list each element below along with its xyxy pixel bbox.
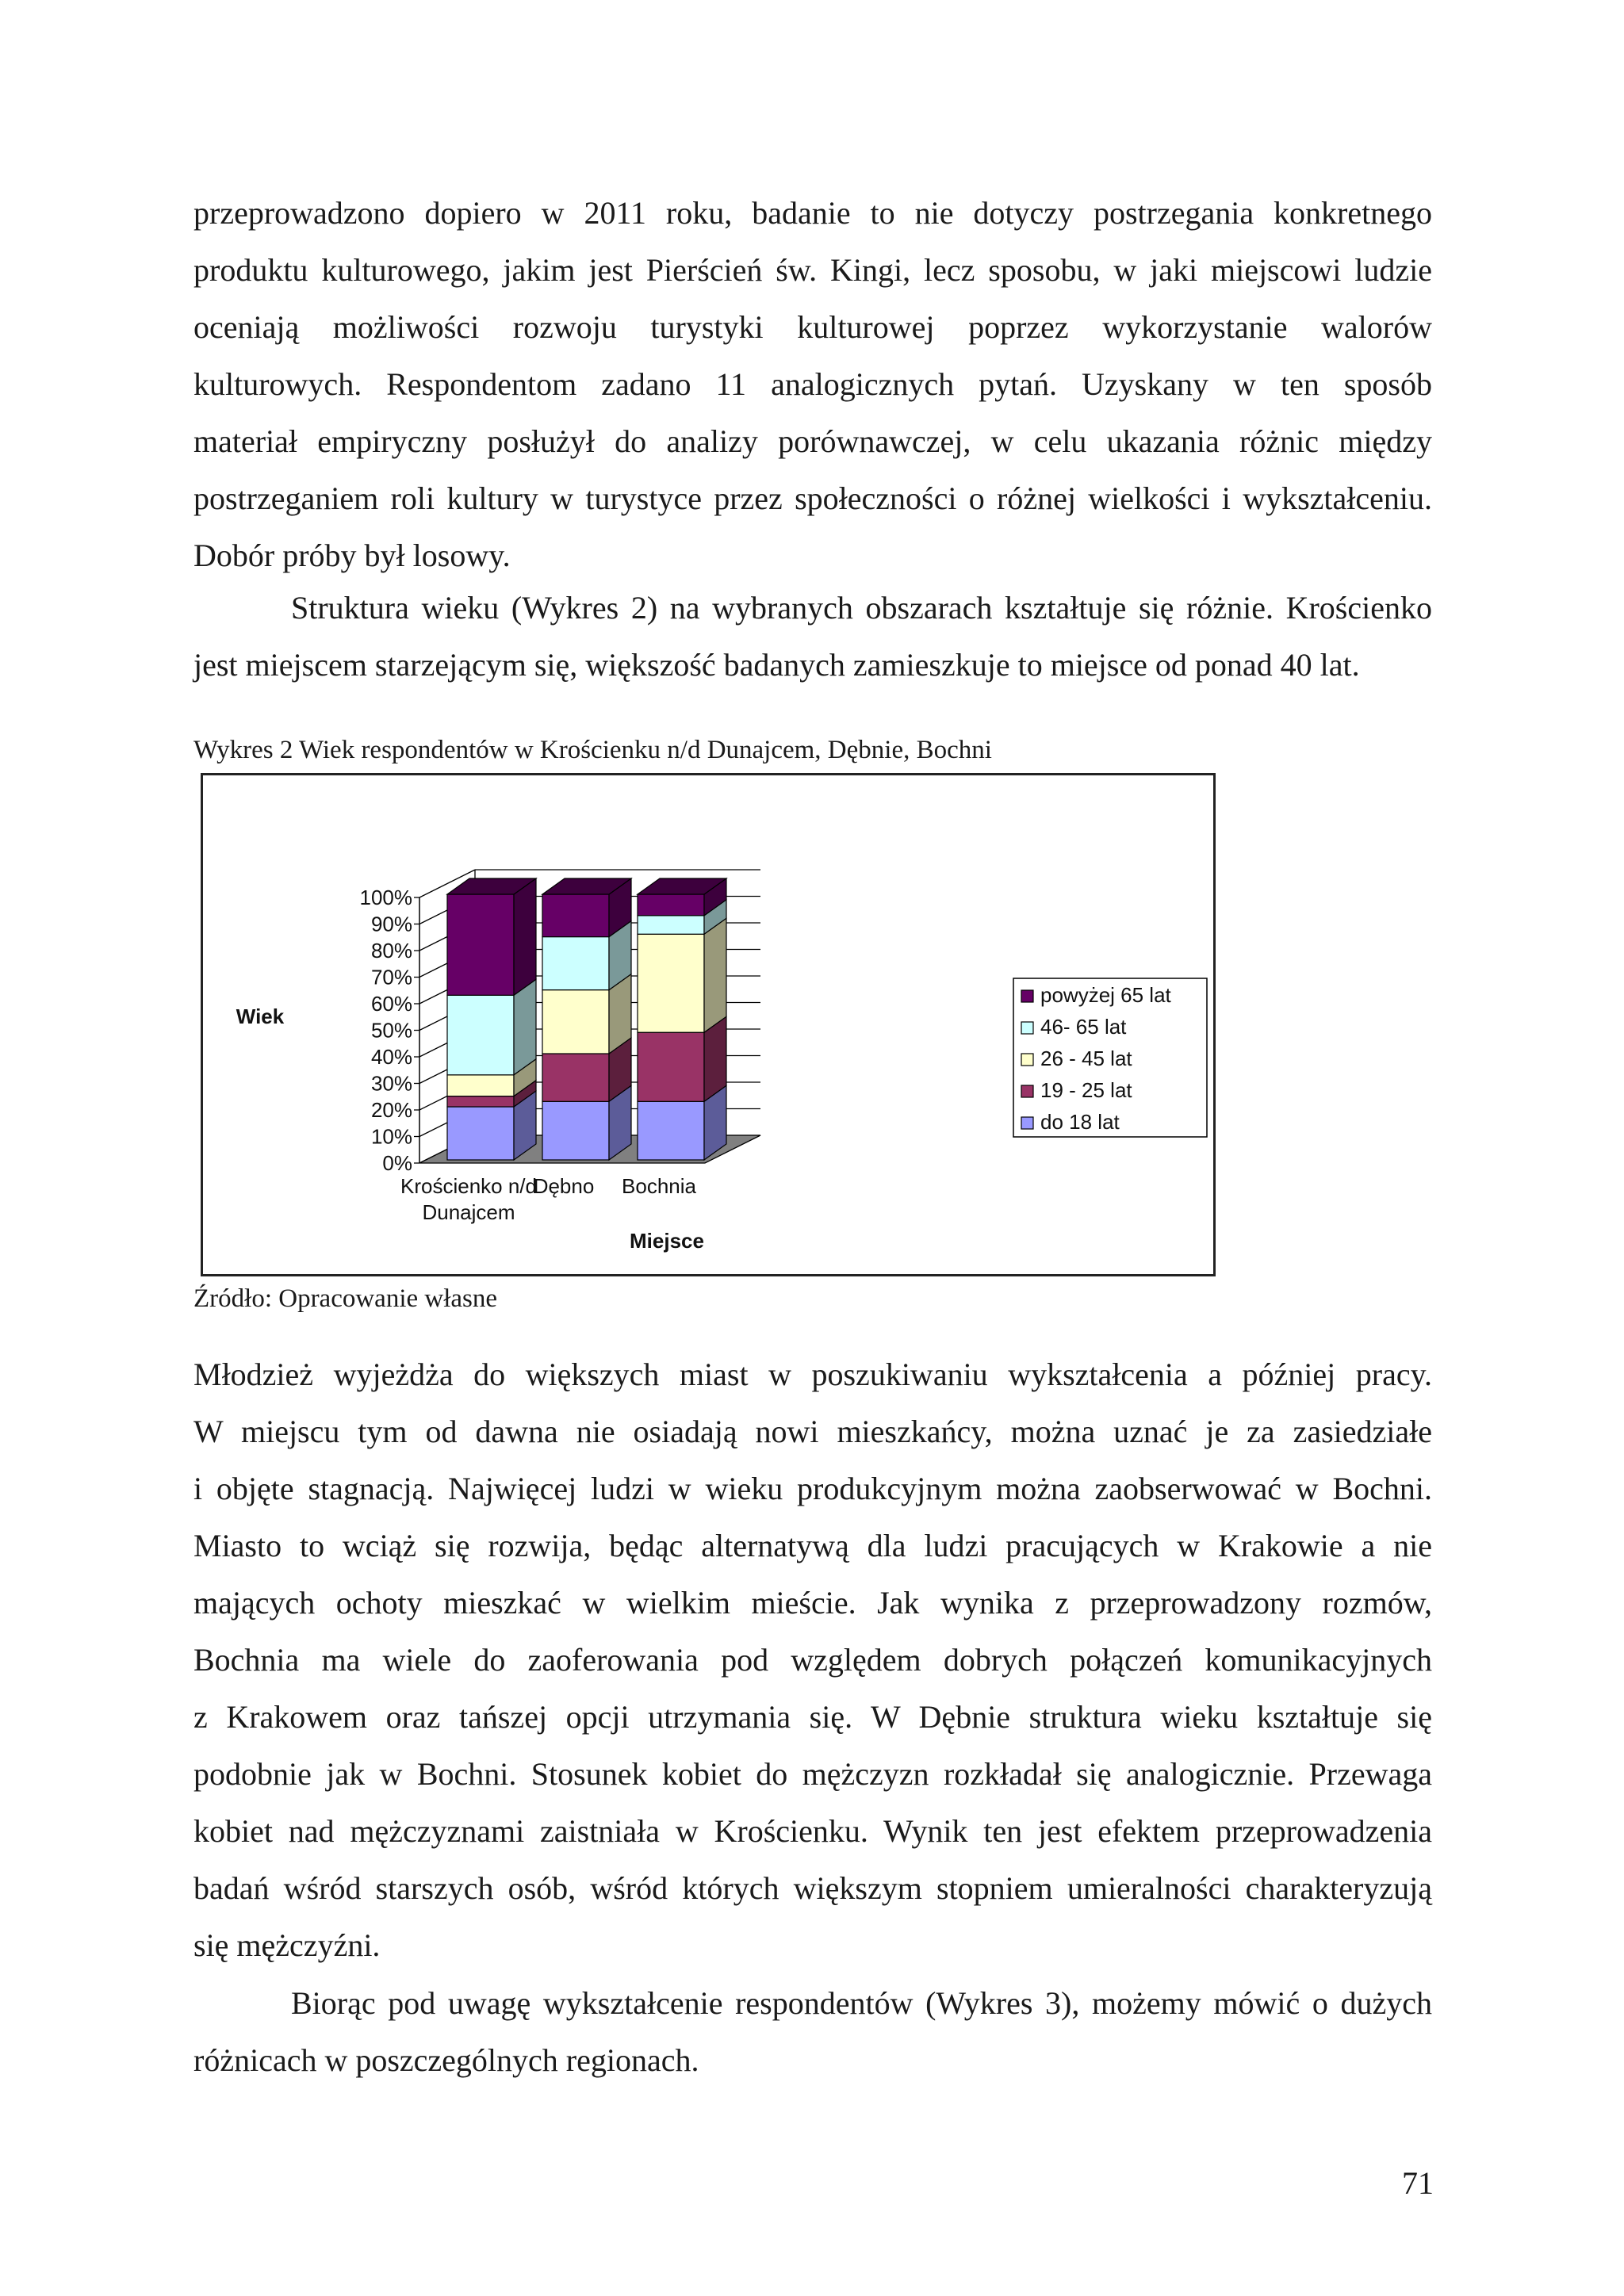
x-tick-label: Dunajcem [422, 1200, 515, 1224]
text-line: Bochnia ma wiele do zaoferowania pod względem dobrych połączeń komunikacyjnych [193, 1642, 1432, 1678]
legend-swatch [1021, 1117, 1033, 1129]
bar-segment-front [447, 995, 514, 1075]
text-line: przeprowadzono dopiero w 2011 roku, badanie to nie dotyczy postrzegania konkretnego [193, 195, 1432, 231]
y-tick-label: 30% [370, 1071, 412, 1096]
bar-segment-front [542, 1054, 609, 1101]
text-line: produktu kulturowego, jakim jest Pierścień św. Kingi, lecz sposobu, w jaki miejscowi ludzie [193, 252, 1432, 288]
text-line: W miejscu tym od dawna nie osiadają nowi mieszkańcy, można uznać je za zasiedziałe [193, 1414, 1432, 1449]
paragraph-4 [193, 1975, 1432, 2089]
page-number: 71 [1402, 2165, 1434, 2201]
y-tick-label: 50% [370, 1018, 412, 1043]
text-line: oceniają możliwości rozwoju turystyki kulturowej poprzez wykorzystanie walorów [193, 309, 1432, 345]
text-line: mających ochoty mieszkać w wielkim mieście. Jak wynika z przeprowadzony rozmów, [193, 1585, 1432, 1621]
bar-segment-front [447, 1096, 514, 1107]
bar-segment-front [638, 1101, 704, 1160]
y-tick-label: 0% [382, 1151, 412, 1175]
legend-label: powyżej 65 lat [1040, 983, 1171, 1007]
y-tick-label: 10% [370, 1124, 412, 1149]
text-line: Dobór próby był losowy. [193, 538, 511, 573]
bar-segment-front [542, 937, 609, 990]
text-line: Struktura wieku (Wykres 2) na wybranych obszarach kształtuje się różnie. Krościenko [291, 590, 1432, 626]
text-line: kobiet nad mężczyznami zaistniała w Krościenku. Wynik ten jest efektem przeprowadzenia [193, 1813, 1432, 1849]
legend-label: 19 - 25 lat [1040, 1078, 1132, 1102]
legend-swatch [1021, 990, 1033, 1002]
bar-segment-front [447, 894, 514, 995]
paragraph-3 [193, 1346, 1432, 1974]
bar-segment-front [542, 1101, 609, 1160]
y-tick-label: 100% [359, 886, 412, 909]
bar-segment-side [704, 918, 726, 1032]
text-line: Młodzież wyjeżdża do większych miast w poszukiwaniu wykształcenia a później pracy. [193, 1357, 1432, 1392]
legend-swatch [1021, 1054, 1033, 1066]
text-line: kulturowych. Respondentom zadano 11 analogicznych pytań. Uzyskany w ten sposób [193, 366, 1432, 402]
bar-segment-side [514, 979, 536, 1075]
text-line: Miasto to wciąż się rozwija, będąc alternatywą dla ludzi pracujących w Krakowie a nie [193, 1528, 1432, 1563]
bar-segment-front [447, 1075, 514, 1096]
y-tick-label: 60% [370, 992, 412, 1016]
text-line: jest miejscem starzejącym się, większość badanych zamieszkuje to miejsce od ponad 40 lat. [193, 647, 1360, 683]
text-line: się mężczyźni. [193, 1927, 381, 1963]
text-line: różnicach w poszczególnych regionach. [193, 2042, 699, 2078]
y-tick-label: 20% [370, 1098, 412, 1122]
y-tick-label: 40% [370, 1045, 412, 1069]
text-line: z Krakowem oraz tańszej opcji utrzymania się. W Dębnie struktura wieku kształtuje się [193, 1699, 1432, 1735]
x-tick-label: Bochnia [622, 1174, 696, 1198]
text-line: podobnie jak w Bochni. Stosunek kobiet do mężczyzn rozkładał się analogicznie. Przewaga [193, 1756, 1432, 1792]
legend-label: 46- 65 lat [1040, 1015, 1127, 1039]
figure-source: Źródło: Opracowanie własne [193, 1284, 498, 1313]
y-tick-label: 80% [370, 939, 412, 962]
y-tick-label: 70% [370, 965, 412, 989]
paragraph-1 [193, 185, 1432, 584]
text-line: Biorąc pod uwagę wykształcenie respondentów (Wykres 3), możemy mówić o dużych [291, 1985, 1432, 2021]
y-axis-title: Wiek [236, 1004, 285, 1028]
text-line: postrzeganiem roli kultury w turystyce przez społeczności o różnej wielkości i wykształceniu. [193, 480, 1432, 516]
bar-segment-front [638, 894, 704, 916]
bar-segment-front [542, 990, 609, 1054]
legend-label: do 18 lat [1040, 1110, 1120, 1134]
text-line: badań wśród starszych osób, wśród których większym stopniem umieralności charakteryzują [193, 1870, 1432, 1906]
text-line: materiał empiryczny posłużył do analizy porównawczej, w celu ukazania różnic między [193, 423, 1432, 459]
legend-swatch [1021, 1085, 1033, 1097]
bar-segment-side [514, 878, 536, 995]
x-tick-label: Dębno [533, 1174, 595, 1198]
legend-label: 26 - 45 lat [1040, 1047, 1132, 1070]
bar-segment-front [638, 916, 704, 934]
legend-swatch [1021, 1022, 1033, 1034]
chart-frame [201, 773, 1216, 1276]
bar-segment-front [542, 894, 609, 937]
bar-segment-front [638, 934, 704, 1032]
bar-segment-front [447, 1107, 514, 1160]
text-line: i objęte stagnacją. Najwięcej ludzi w wieku produkcyjnym można zaobserwować w Bochni. [193, 1471, 1432, 1506]
y-tick-label: 90% [370, 912, 412, 936]
x-tick-label: Krościenko n/d [400, 1174, 537, 1198]
x-axis-title: Miejsce [630, 1229, 704, 1253]
age-stacked-bar-chart [203, 775, 1213, 1274]
figure-caption: Wykres 2 Wiek respondentów w Krościenku n/d Dunajcem, Dębnie, Bochni [193, 736, 992, 764]
paragraph-2 [193, 580, 1432, 694]
bar-segment-front [638, 1032, 704, 1101]
